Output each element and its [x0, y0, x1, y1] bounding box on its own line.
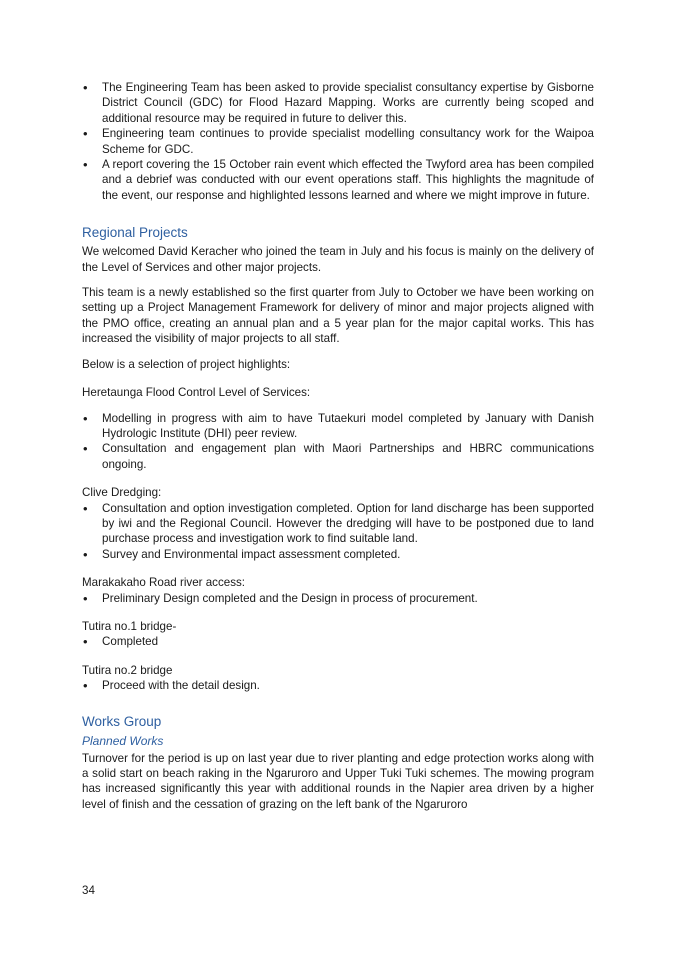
list-item: • Modelling in progress with aim to have Tutaekuri model completed by January with Danish Hydrologic Institute (DHI) peer review.	[82, 411, 594, 442]
regional-paragraph-1: We welcomed David Keracher who joined the team in July and his focus is mainly on the delivery of the Level of Services and other major projects.	[82, 245, 594, 274]
marakakaho-label: Marakakaho Road river access:	[82, 576, 246, 590]
tutira2-bullet-list	[82, 678, 594, 693]
list-item: • Proceed with the detail design.	[82, 678, 594, 693]
tutira1-label: Tutira no.1 bridge-	[82, 619, 177, 633]
marakakaho-bullet-list	[82, 591, 594, 606]
tutira1-bullet-list	[82, 634, 594, 649]
clive-dredging-label: Clive Dredging:	[82, 486, 162, 500]
regional-paragraph-2: This team is a newly established so the first quarter from July to October we have been working on setting up a Project Management Framework for delivery of minor and major projects aligned with the PMO office, creating an annual plan and a 5 year plan for the major capital works. This has increased the visibility of major projects to all staff.	[82, 286, 594, 346]
list-item: • The Engineering Team has been asked to provide specialist consultancy expertise by Gisborne District Council (GDC) for Flood Hazard Mapping. Works are currently being scoped and additional resource may be required in future to deliver this.	[82, 80, 594, 126]
list-item: • Consultation and option investigation completed. Option for land discharge has been supported by iwi and the Regional Council. However the dredging will have to be postponed due to land purchase process and investigation work to find suitable land.	[82, 501, 594, 547]
intro-bullet-list	[82, 80, 594, 203]
regional-paragraph-3: Below is a selection of project highlights:	[82, 357, 291, 371]
list-item: • A report covering the 15 October rain event which effected the Twyford area has been compiled and a debrief was conducted with our event operations staff. This highlights the magnitude of the event, our response and highlighted lessons learned and where we might improve in future.	[82, 157, 594, 203]
works-paragraph-1: Turnover for the period is up on last year due to river planting and edge protection works along with a solid start on beach raking in the Ngaruroro and Upper Tuki Tuki schemes. The mowing program has increased significantly this year with additional rounds in the Napier area driven by a higher level of finish and the cessation of grazing on the left bank of the Ngaruroro	[82, 751, 594, 811]
document-page	[82, 80, 594, 812]
works-group-heading: Works Group	[82, 713, 162, 729]
list-item: • Consultation and engagement plan with Maori Partnerships and HBRC communications ongoing.	[82, 441, 594, 472]
tutira2-label: Tutira no.2 bridge	[82, 663, 173, 677]
list-item: • Survey and Environmental impact assessment completed.	[82, 547, 594, 562]
list-item: • Engineering team continues to provide specialist modelling consultancy work for the Waipoa Scheme for GDC.	[82, 126, 594, 157]
planned-works-subheading: Planned Works	[82, 733, 164, 748]
list-item: • Preliminary Design completed and the Design in process of procurement.	[82, 591, 594, 606]
clive-bullet-list	[82, 501, 594, 563]
regional-projects-heading: Regional Projects	[82, 225, 188, 241]
list-item: • Completed	[82, 634, 594, 649]
heretaunga-label: Heretaunga Flood Control Level of Services:	[82, 386, 311, 400]
page-number: 34	[82, 884, 95, 897]
heretaunga-bullet-list	[82, 411, 594, 473]
